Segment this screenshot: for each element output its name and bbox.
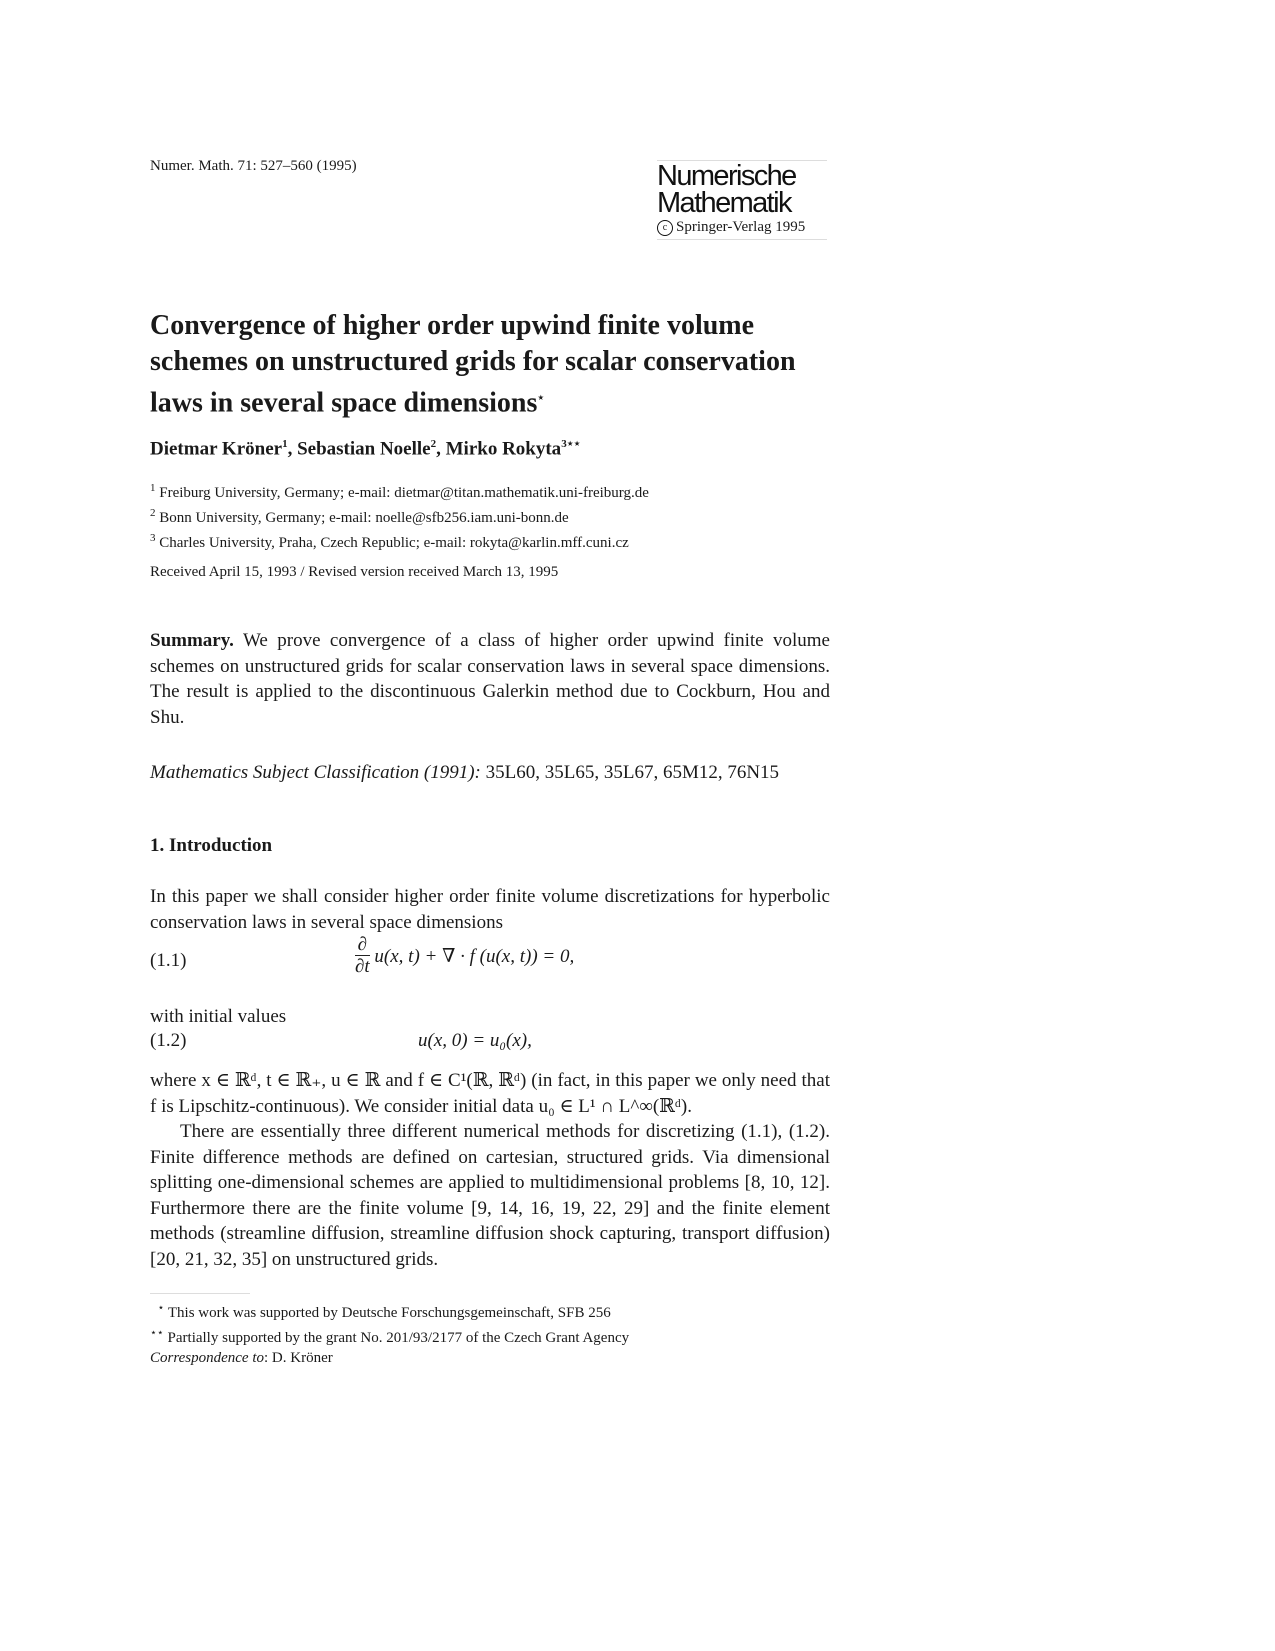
- partial-derivative: $\frac{\partial}{\partial t}$: [355, 934, 370, 977]
- section-heading: 1. Introduction: [150, 835, 273, 856]
- correspondence: Correspondence to: D. Kröner: [150, 1350, 333, 1366]
- copyright-line: [657, 219, 827, 236]
- msc-label: Mathematics Subject Classification (1991):: [150, 762, 481, 783]
- methods-paragraph: There are essentially three different numerical methods for discretizing (1.1), (1.2). Finite difference methods are defined on cartesian, structured grids. Via dimensional splitting one-dimensional schemes are applied to multidimensional problems [8, 10, 12]. Furthermore there are the finite volume [9, 14, 16, 19, 22, 29] and the finite element methods (streamline diffusion, streamline diffusion shock capturing, transport diffusion) [20, 21, 32, 35] on unstructured grids.: [150, 1121, 830, 1270]
- domain-definition: where x ∈ ℝᵈ, t ∈ ℝ₊, u ∈ ℝ and f ∈ C¹(ℝ, ℝᵈ) (in fact, in this paper we only need that f is Lipschitz-continuous). We consider initial data u₀ ∈ L¹ ∩ L^∞(ℝᵈ).: [150, 1070, 830, 1117]
- affiliation-line: $^1$ Freiburg University, Germany; e-mail: dietmar@titan.mathematik.uni-freiburg.de: [150, 482, 649, 501]
- logo-line-2: Mathematik: [657, 187, 791, 219]
- equation-number: (1.1): [150, 950, 187, 971]
- affiliation-line: $^3$ Charles University, Praha, Czech Republic; e-mail: rokyta@karlin.mff.cuni.cz: [150, 532, 629, 551]
- msc-codes: 35L60, 35L65, 35L67, 65M12, 76N15: [485, 762, 780, 783]
- received-dates: Received April 15, 1993 / Revised version received March 13, 1995: [150, 564, 559, 580]
- copyright-text: Springer-Verlag 1995: [676, 219, 806, 235]
- logo-line-1: Numerische: [657, 160, 796, 192]
- author-name: Dietmar Kröner: [150, 438, 283, 460]
- copyright-icon: c: [657, 220, 673, 236]
- paper-title: Convergence of higher order upwind finite volume schemes on unstructured grids for scalar conservation laws in several space dimensions⋆: [150, 310, 796, 419]
- equation-number: (1.2): [150, 1030, 187, 1051]
- author-name: Mirko Rokyta: [445, 438, 562, 460]
- footnotes: [150, 1298, 629, 1368]
- title-footnote-mark: ⋆: [537, 392, 545, 404]
- equation-1-2: u(x, 0) = u₀(x),: [418, 1030, 532, 1051]
- journal-citation: Numer. Math. 71: 527–560 (1995): [150, 158, 357, 174]
- author-list: Dietmar Kröner$^1$, Sebastian Noelle$^2$, Mirko Rokyta$^{3⋆⋆}$: [150, 438, 581, 460]
- summary-paragraph: Summary. We prove convergence of a class of higher order upwind finite volume schemes on unstructured grids for scalar conservation laws in several space dimensions. The result is applied to the discontinuous Galerkin method due to Cockburn, Hou and Shu.: [150, 630, 830, 728]
- journal-logo: [657, 160, 827, 240]
- initial-values-text: with initial values: [150, 1006, 287, 1027]
- summary-label: Summary.: [150, 630, 234, 651]
- equation-1-1: $\frac{\partial}{\partial t}$ u(x, t) + ∇ · f (u(x, t)) = 0,: [355, 934, 575, 977]
- affiliation-line: $^2$ Bonn University, Germany; e-mail: noelle@sfb256.iam.uni-bonn.de: [150, 507, 569, 526]
- footnote: ⋆ This work was supported by Deutsche Forschungsgemeinschaft, SFB 256: [157, 1302, 611, 1321]
- msc-line: [150, 762, 779, 784]
- footnote: ⋆⋆ Partially supported by the grant No. 201/93/2177 of the Czech Grant Agency: [150, 1327, 630, 1346]
- author-name: Sebastian Noelle: [297, 438, 431, 460]
- footnote-divider: [150, 1293, 250, 1294]
- intro-paragraph: In this paper we shall consider higher order finite volume discretizations for hyperbolic conservation laws in several space dimensions: [150, 886, 830, 933]
- affiliations: [150, 478, 649, 553]
